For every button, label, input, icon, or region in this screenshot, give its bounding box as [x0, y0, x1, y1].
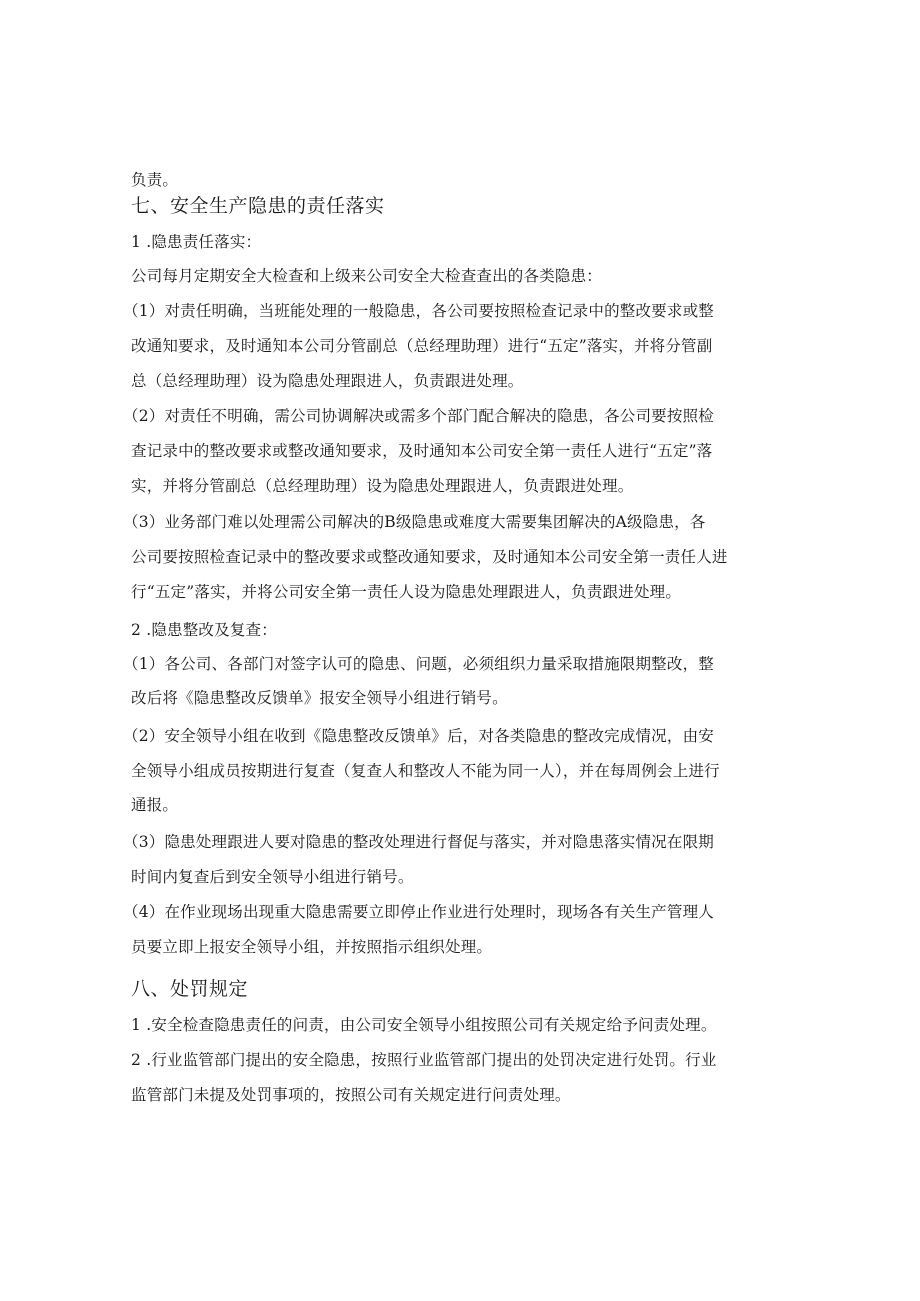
- paragraph-line: （1）各公司、各部门对签字认可的隐患、问题，必须组织力量采取措施限期整改，整: [123, 655, 714, 673]
- paragraph-line: （2）安全领导小组在收到《隐患整改反馈单》后，对各类隐患的整改完成情况，由安: [123, 727, 714, 745]
- subheading-2: 2 .隐患整改及复查：: [131, 621, 277, 639]
- paragraph-line: 全领导小组成员按期进行复查（复查人和整改人不能为同一人），并在每周例会上进行: [131, 762, 720, 780]
- paragraph-line: 改通知要求，及时通知本公司分管副总（总经理助理）进行“五定”落实，并将分管副: [131, 337, 713, 355]
- paragraph-line: （1）对责任明确，当班能处理的一般隐患，各公司要按照检查记录中的整改要求或整: [123, 302, 714, 320]
- paragraph-line: 查记录中的整改要求或整改通知要求，及时通知本公司安全第一责任人进行“五定”落: [131, 442, 713, 460]
- paragraph-line: 改后将《隐患整改反馈单》报安全领导小组进行销号。: [131, 689, 508, 707]
- paragraph-line: （3）业务部门难以处理需公司解决的B级隐患或难度大需要集团解决的A级隐患，各: [123, 513, 706, 531]
- paragraph-line: 实，并将分管副总（总经理助理）设为隐患处理跟进人，负责跟进处理。: [131, 477, 634, 495]
- paragraph-line: 时间内复查后到安全领导小组进行销号。: [131, 868, 414, 886]
- paragraph-line: 总（总经理助理）设为隐患处理跟进人，负责跟进处理。: [131, 372, 524, 390]
- paragraph-line: 员要立即上报安全领导小组，并按照指示组织处理。: [131, 938, 493, 956]
- paragraph-line: 公司要按照检查记录中的整改要求或整改通知要求，及时通知本公司安全第一责任人进: [131, 548, 728, 566]
- paragraph-line: （2）对责任不明确，需公司协调解决或需多个部门配合解决的隐患，各公司要按照检: [123, 407, 714, 425]
- paragraph-line: 通报。: [131, 796, 179, 814]
- paragraph-line: 1 .安全检查隐患责任的问责，由公司安全领导小组按照公司有关规定给予问责处理。: [131, 1016, 717, 1034]
- section-heading-7: 七、安全生产隐患的责任落实: [131, 195, 385, 217]
- paragraph-line: 行“五定”落实，并将公司安全第一责任人设为隐患处理跟进人，负责跟进处理。: [131, 583, 682, 601]
- paragraph-line: 监管部门未提及处罚事项的，按照公司有关规定进行问责处理。: [131, 1086, 571, 1104]
- section-heading-8: 八、处罚规定: [131, 978, 249, 1000]
- paragraph-line: （3）隐患处理跟进人要对隐患的整改处理进行督促与落实，并对隐患落实情况在限期: [123, 833, 714, 851]
- paragraph-continuation: 负责。: [131, 171, 179, 189]
- subheading-1: 1 .隐患责任落实：: [131, 233, 262, 251]
- paragraph-line: 公司每月定期安全大检查和上级来公司安全大检查查出的各类隐患：: [131, 267, 603, 285]
- paragraph-line: 2 .行业监管部门提出的安全隐患，按照行业监管部门提出的处罚决定进行处罚。行业: [131, 1051, 717, 1069]
- paragraph-line: （4）在作业现场出现重大隐患需要立即停止作业进行处理时，现场各有关生产管理人: [123, 903, 714, 921]
